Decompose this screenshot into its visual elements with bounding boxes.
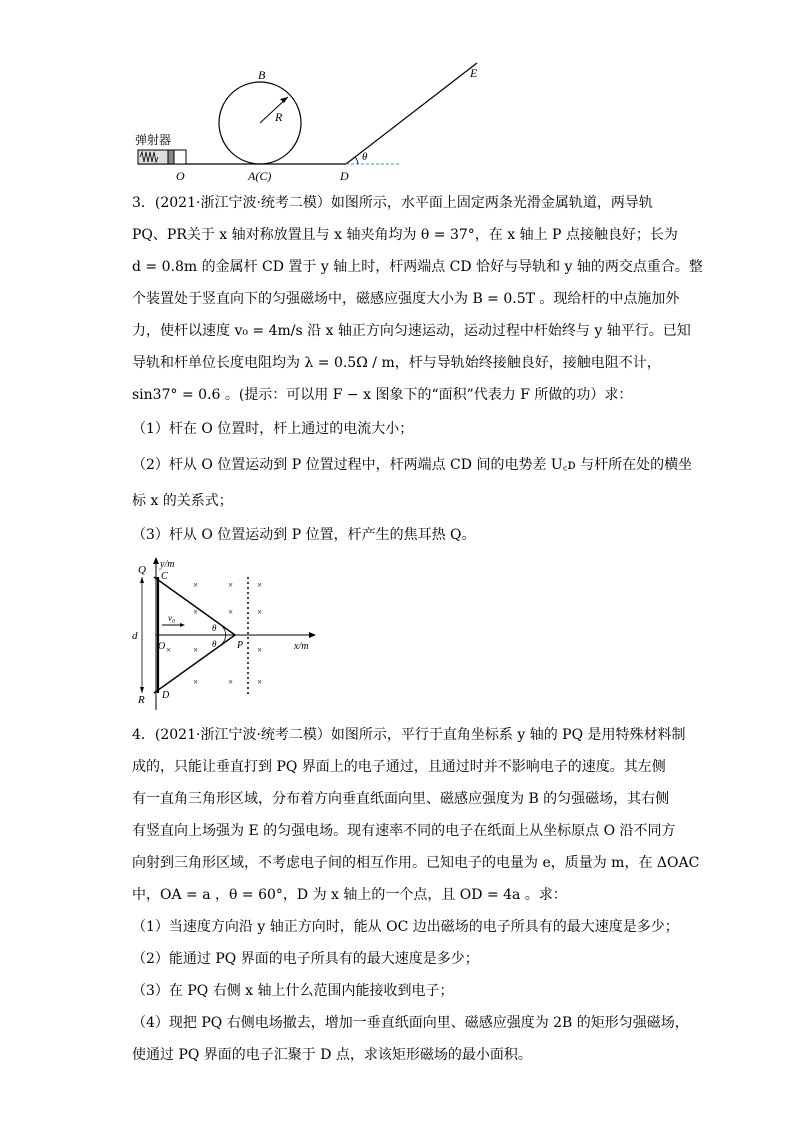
svg-text:×: × (257, 607, 263, 617)
problem-3-question-1: （1）杆在 O 位置时，杆上通过的电流大小； (132, 421, 414, 437)
figure-rails-field (130, 555, 330, 715)
label-R: R (138, 694, 145, 706)
incline (346, 63, 477, 164)
problem-3-line: sin37° = 0.6 。(提示：可以用 F − x 图象下的“面积”代表力 F 所做的功）求： (132, 387, 633, 403)
problem-3-line: PQ、PR关于 x 轴对称放置且与 x 轴夹角均为 θ = 37°，在 x 轴上 P 点接触良好；长为 (132, 227, 678, 243)
label-C: C (161, 571, 168, 582)
svg-text:×: × (166, 645, 172, 655)
label-B: B (258, 68, 266, 82)
svg-text:×: × (193, 580, 199, 590)
problem-4-line: 成的，只能让垂直打到 PQ 界面上的电子通过，且通过时并不影响电子的速度。其左侧 (132, 759, 666, 775)
label-O: O (176, 169, 185, 183)
label-d: d (132, 630, 138, 642)
svg-text:×: × (193, 645, 199, 655)
svg-text:×: × (228, 580, 234, 590)
svg-text:×: × (257, 677, 263, 687)
label-R: R (275, 110, 283, 124)
problem-3-question-2: （2）杆从 O 位置运动到 P 位置过程中，杆两端点 CD 间的电势差 U꜀ᴅ 与杆所在处的横坐 (132, 457, 693, 473)
figure-loop-track (130, 60, 478, 185)
problem-3-line: 力，使杆以速度 v₀ = 4m/s 沿 x 轴正方向匀速运动，运动过程中杆始终与 y 轴平行。已知 (132, 323, 691, 339)
launcher (138, 150, 186, 164)
problem-3-question-3: （3）杆从 O 位置运动到 P 位置，杆产生的焦耳热 Q。 (132, 527, 476, 543)
problem-4-line: 向射到三角形区域，不考虑电子间的相互作用。已知电子的电量为 e，质量为 m，在 ΔOAC (132, 855, 700, 871)
x-axis-label: x/m (294, 641, 309, 652)
problem-4-line: 4．(2021·浙江宁波·统考二模）如图所示，平行于直角坐标系 y 轴的 PQ 是用特殊材料制 (132, 727, 686, 743)
y-axis-label: y/m (160, 559, 175, 570)
problem-4-question-1: （1）当速度方向沿 y 轴正方向时，能从 OC 边出磁场的电子所具有的最大速度是多少； (132, 919, 679, 935)
svg-text:×: × (257, 645, 263, 655)
svg-text:×: × (257, 580, 263, 590)
label-theta-1: θ (212, 623, 217, 633)
problem-3-question-2-cont: 标 x 的关系式； (132, 493, 233, 509)
problem-3-line: d = 0.8m 的金属杆 CD 置于 y 轴上时，杆两端点 CD 恰好与导轨和 y 轴的两交点重合。整 (132, 259, 703, 275)
launcher-label: 弹射器 (135, 133, 172, 147)
problem-3-line: 导轨和杆单位长度电阻均为 λ = 0.5Ω / m，杆与导轨始终接触良好，接触电阻不计， (132, 355, 661, 371)
label-D: D (340, 169, 349, 183)
label-theta: θ (362, 151, 368, 163)
problem-4-question-4-cont: 使通过 PQ 界面的电子汇聚于 D 点，求该矩形磁场的最小面积。 (132, 1047, 532, 1063)
label-O: O (158, 641, 166, 652)
label-theta-2: θ (212, 639, 217, 649)
problem-4-line: 有一直角三角形区域，分布着方向垂直纸面向里、磁感应强度为 B 的匀强磁场，其右侧 (132, 791, 670, 807)
problem-3-line: 个装置处于竖直向下的匀强磁场中，磁感应强度大小为 B = 0.5T 。现给杆的中点施加外 (132, 291, 680, 307)
problem-3-line: 3．(2021·浙江宁波·统考二模）如图所示，水平面上固定两条光滑金属轨道，两导轨 (132, 195, 653, 211)
label-D: D (162, 690, 170, 701)
svg-text:×: × (193, 677, 199, 687)
label-E: E (470, 66, 478, 80)
problem-4-question-3: （3）在 PQ 右侧 x 轴上什么范围内能接收到电子； (132, 983, 454, 999)
label-AC: A(C) (248, 169, 272, 183)
problem-4-question-4: （4）现把 PQ 右侧电场撤去，增加一垂直纸面向里、磁感应强度为 2B 的矩形匀强磁场， (132, 1015, 689, 1031)
problem-4-line: 有竖直向上场强为 E 的匀强电场。现有速率不同的电子在纸面上从坐标原点 O 沿不同方 (132, 823, 676, 839)
svg-text:×: × (193, 607, 199, 617)
problem-4-question-2: （2）能通过 PQ 界面的电子所具有的最大速度是多少； (132, 951, 479, 967)
label-Q: Q (138, 564, 146, 576)
label-P: P (237, 640, 244, 651)
svg-text:×: × (228, 607, 234, 617)
label-v0: v₀ (168, 613, 176, 623)
svg-text:×: × (228, 677, 234, 687)
problem-4-line: 中，OA = a ，θ = 60°，D 为 x 轴上的一个点，且 OD = 4a 。求： (132, 887, 567, 903)
